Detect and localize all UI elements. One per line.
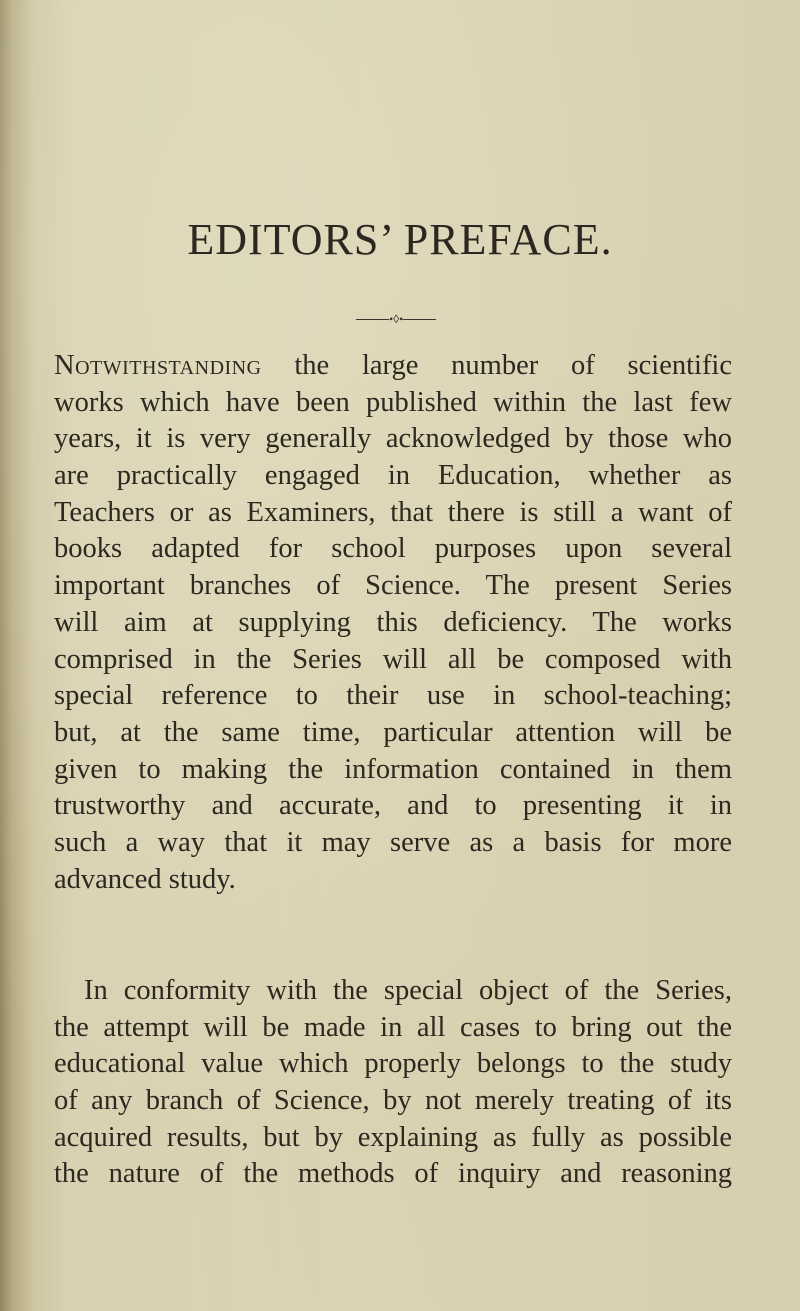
paragraph-line: educational value which properly belongs to the study (54, 1048, 732, 1080)
divider-line-left (356, 319, 389, 320)
paragraph-line: given to making the information contained in them (54, 753, 732, 785)
paragraph-line: works which have been published within the last few (54, 386, 732, 418)
paragraph-line: advanced study. (54, 863, 236, 895)
paragraph-line: the nature of the methods of inquiry and reasoning (54, 1158, 732, 1190)
paragraph-line: In conformity with the special object of the Series, (84, 975, 732, 1006)
paragraph-line: but, at the same time, particular attention will be (54, 716, 732, 748)
paragraph-1 (54, 348, 732, 898)
divider-ornament-icon: •◊• (389, 312, 404, 326)
paragraph-line: important branches of Science. The present Series (54, 570, 732, 602)
paragraph-line: special reference to their use in school-teaching; (54, 680, 732, 712)
divider-line-right (403, 319, 436, 320)
paragraph-2 (54, 973, 732, 1193)
paragraph-line: the attempt will be made in all cases to bring out the (54, 1011, 732, 1043)
paragraph-line: trustworthy and accurate, and to presenting it in (54, 790, 732, 822)
paragraph-line: Teachers or as Examiners, that there is still a want of (54, 496, 732, 528)
paragraph-line: of any branch of Science, by not merely treating of its (54, 1085, 732, 1117)
paragraph-line: will aim at supplying this deficiency. The works (54, 606, 732, 638)
page-title: EDITORS’ PREFACE. (187, 215, 613, 264)
paragraph-line: books adapted for school purposes upon several (54, 533, 732, 565)
paragraph-line: are practically engaged in Education, whether as (54, 460, 732, 492)
paragraph-line: Notwithstanding the large number of scientific (54, 350, 732, 381)
ornamental-divider (356, 312, 436, 326)
paragraph-line: comprised in the Series will all be composed with (54, 643, 732, 675)
lead-word: Notwithstanding (54, 350, 262, 381)
paragraph-line: acquired results, but by explaining as fully as possible (54, 1121, 732, 1153)
paragraph-line: such a way that it may serve as a basis for more (54, 826, 732, 858)
paragraph-line: years, it is very generally acknowledged by those who (54, 423, 732, 455)
